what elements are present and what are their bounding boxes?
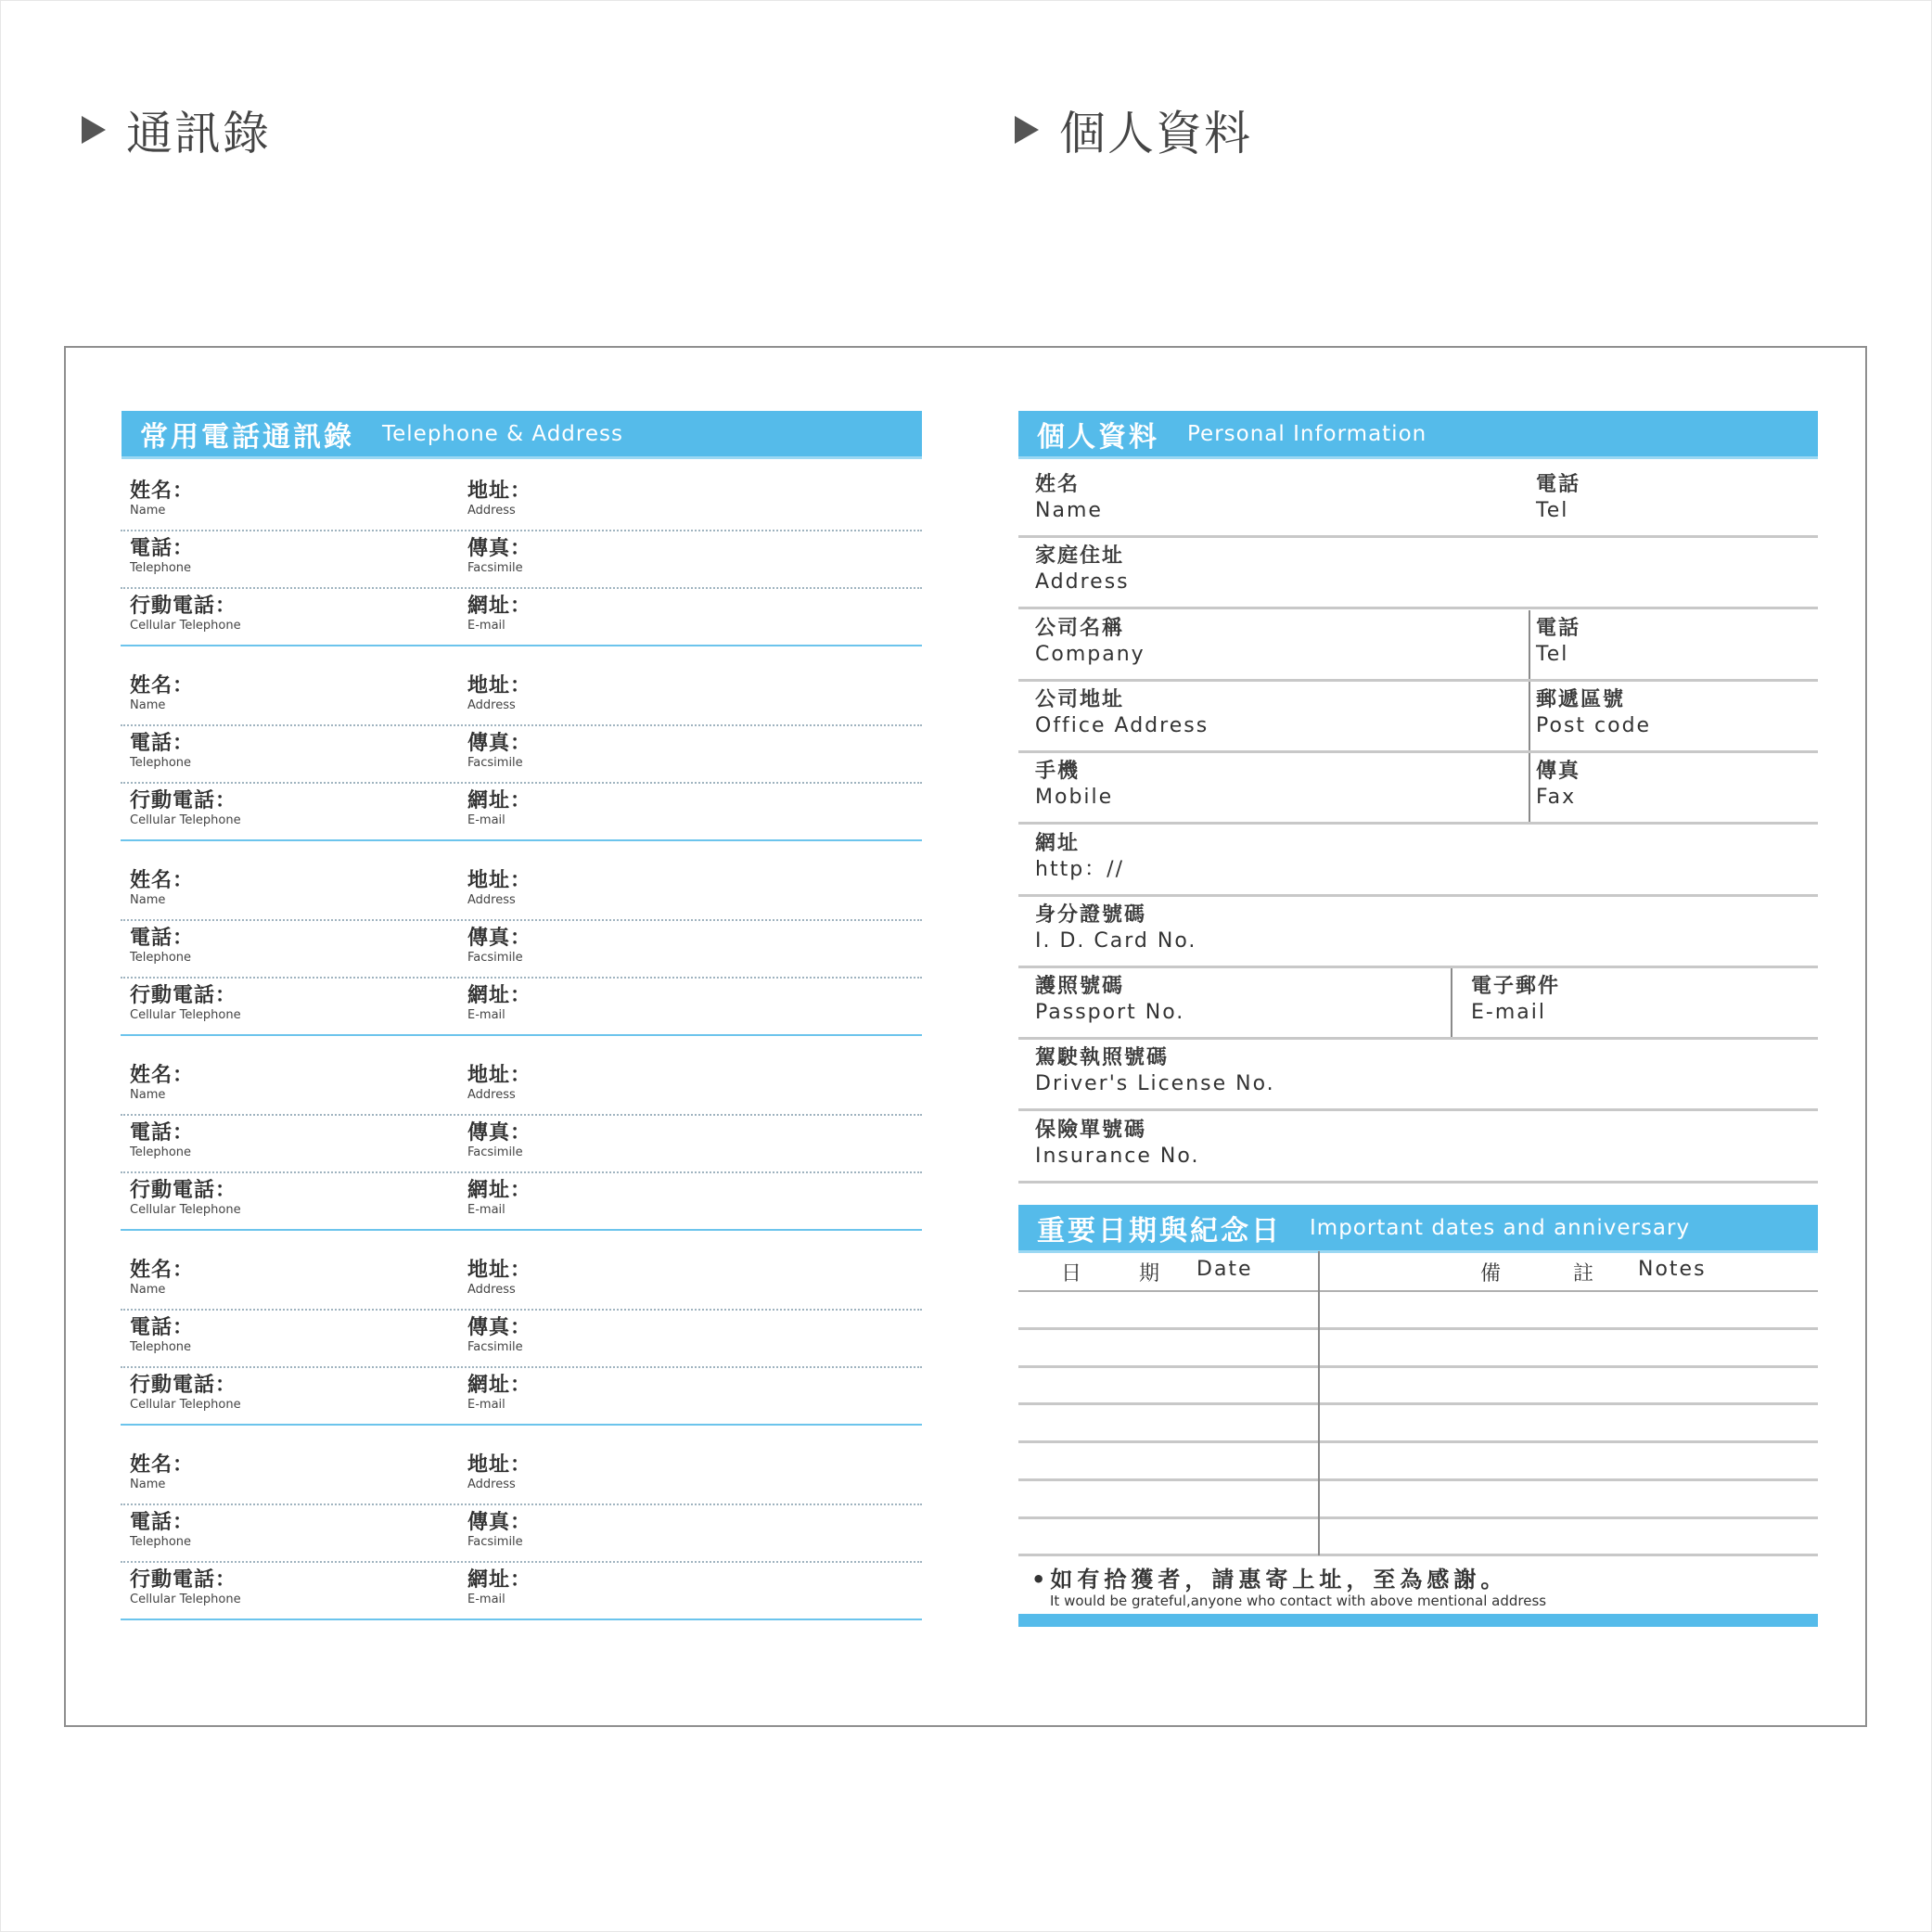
post-code-label-en: Post code (1536, 714, 1652, 737)
notes-col-zh-1: 備 (1480, 1262, 1503, 1286)
address-label-en: Address (467, 1088, 516, 1102)
telephone-field[interactable] (130, 1318, 194, 1353)
fax-field[interactable] (467, 539, 531, 574)
address-book-title-en: Telephone & Address (382, 421, 623, 446)
name-field[interactable] (130, 481, 194, 517)
name-label-en: Name (130, 1088, 166, 1102)
fax-label-en: Facsimile (467, 1340, 523, 1354)
info-row-website (1018, 825, 1818, 897)
passport-label-zh: 護照號碼 (1035, 975, 1125, 998)
name-label-en: Name (130, 893, 166, 907)
office-address-label-en: Office Address (1035, 714, 1209, 737)
telephone-label-zh: 電話： (130, 1121, 195, 1145)
name-field[interactable] (130, 1260, 194, 1296)
fax-field[interactable] (467, 1123, 531, 1158)
date-entry-row[interactable] (1018, 1330, 1818, 1368)
address-label-zh: 地址： (467, 674, 532, 697)
address-label-en: Address (467, 1283, 516, 1297)
mobile-label-zh: 行動電話： (130, 1374, 237, 1397)
telephone-field[interactable] (130, 928, 194, 964)
mobile-label-en: Cellular Telephone (130, 1008, 241, 1022)
column-divider (1451, 968, 1452, 1037)
mobile-label-zh: 行動電話： (130, 984, 237, 1007)
address-entry-row (121, 919, 922, 979)
date-col-zh-2: 期 (1139, 1262, 1162, 1286)
telephone-label-en: Telephone (130, 951, 192, 965)
tel-label-zh: 電話 (1536, 473, 1581, 496)
website-label-en: http：// (1035, 858, 1124, 881)
mobile-label-en: Cellular Telephone (130, 813, 241, 827)
address-field[interactable] (467, 1066, 531, 1101)
company-tel-label-en: Tel (1536, 643, 1569, 666)
info-row-name (1018, 467, 1818, 538)
address-book-title-zh: 常用電話通訊錄 (140, 420, 354, 454)
tel-label-en: Tel (1536, 499, 1569, 522)
email-field[interactable] (467, 1570, 531, 1606)
address-entry-row (121, 1366, 922, 1426)
name-label-zh: 姓名： (130, 480, 195, 503)
address-entry (121, 862, 922, 1056)
date-col-zh-1: 日 (1061, 1262, 1084, 1286)
website-field[interactable] (1035, 831, 1124, 883)
email-label-en: E-mail (467, 1593, 505, 1606)
mobile-label-zh: 行動電話： (130, 789, 237, 812)
fax-field[interactable] (467, 1318, 531, 1353)
triangle-right-icon (1015, 116, 1039, 144)
mobile-field[interactable] (130, 1375, 241, 1411)
telephone-label-en: Telephone (130, 1535, 192, 1549)
passport-label-en: Passport No. (1035, 1001, 1185, 1024)
date-entry-row[interactable] (1018, 1443, 1818, 1481)
caption-personal-info (1015, 102, 1252, 158)
post-code-label-zh: 郵遞區號 (1536, 688, 1626, 711)
mobile-field[interactable] (130, 1181, 241, 1216)
column-divider (1529, 753, 1530, 822)
fax-label-zh: 傳真： (467, 1121, 532, 1145)
triangle-right-icon (82, 116, 106, 144)
fax-label-zh: 傳真： (467, 1316, 532, 1339)
office-address-field[interactable] (1035, 687, 1209, 739)
name-label-en: Name (1035, 499, 1103, 522)
address-entry-row (121, 782, 922, 841)
name-label-zh: 姓名： (130, 1064, 195, 1087)
address-entry (121, 667, 922, 862)
address-field[interactable] (467, 676, 531, 711)
company-field[interactable] (1035, 616, 1145, 668)
address-book-header (122, 411, 922, 459)
address-entry-row (121, 587, 922, 646)
company-tel-label-zh: 電話 (1536, 617, 1581, 640)
email-label-zh: 網址： (467, 1568, 532, 1592)
email-field[interactable] (1471, 974, 1560, 1026)
name-label-en: Name (130, 1478, 166, 1491)
fax-label-zh: 傳真： (467, 927, 532, 950)
telephone-field[interactable] (130, 1123, 194, 1158)
email-label-en: E-mail (467, 1203, 505, 1217)
address-label-zh: 地址： (467, 1064, 532, 1087)
footer-accent-bar (1018, 1614, 1818, 1627)
name-label-zh: 姓名 (1035, 473, 1081, 496)
insurance-label-zh: 保險單號碼 (1035, 1119, 1147, 1142)
email-label-zh: 網址： (467, 595, 532, 618)
address-entry-row (121, 1056, 922, 1116)
mobile-label-en: Cellular Telephone (130, 1203, 241, 1217)
email-field[interactable] (467, 1181, 531, 1216)
company-label-en: Company (1035, 643, 1145, 666)
address-entry-row (121, 862, 922, 921)
fax-label-en: Facsimile (467, 951, 523, 965)
notes-col-zh-2: 註 (1573, 1262, 1596, 1286)
home-address-label-zh: 家庭住址 (1035, 544, 1125, 568)
name-label-en: Name (130, 504, 166, 518)
notes-col-en: Notes (1638, 1258, 1707, 1281)
date-entry-row[interactable] (1018, 1367, 1818, 1405)
fax-field[interactable] (467, 928, 531, 964)
telephone-field[interactable] (130, 734, 194, 769)
address-field[interactable] (467, 871, 531, 906)
column-divider (1529, 682, 1530, 750)
info-row-id-card (1018, 897, 1818, 968)
insurance-field[interactable] (1035, 1118, 1199, 1170)
home-address-label-en: Address (1035, 570, 1130, 594)
fax-label-zh: 傳真： (467, 537, 532, 560)
fax-label-zh: 傳真： (467, 1511, 532, 1534)
fax-label-en: Fax (1536, 786, 1577, 809)
fax-field[interactable] (467, 734, 531, 769)
address-entry (121, 472, 922, 667)
mobile-label-en: Cellular Telephone (130, 1593, 241, 1606)
dates-header (1018, 1205, 1818, 1253)
fax-label-zh: 傳真 (1536, 760, 1581, 783)
address-label-en: Address (467, 504, 516, 518)
address-label-en: Address (467, 1478, 516, 1491)
telephone-label-en: Telephone (130, 561, 192, 575)
mobile-label-en: Cellular Telephone (130, 619, 241, 633)
address-label-zh: 地址： (467, 869, 532, 892)
email-field[interactable] (467, 1375, 531, 1411)
date-entry-row[interactable] (1018, 1405, 1818, 1443)
mobile-label-zh: 行動電話： (130, 1179, 237, 1202)
telephone-label-en: Telephone (130, 756, 192, 770)
name-field[interactable] (130, 1066, 194, 1101)
column-divider (1529, 610, 1530, 679)
mobile-label-zh: 行動電話： (130, 595, 237, 618)
telephone-label-zh: 電話： (130, 1511, 195, 1534)
dates-title-en: Important dates and anniversary (1310, 1215, 1691, 1240)
name-field[interactable] (130, 676, 194, 711)
caption-address-book (82, 102, 271, 158)
drivers-license-field[interactable] (1035, 1045, 1275, 1097)
mobile-field[interactable] (130, 1570, 241, 1606)
personal-info-title-en: Personal Information (1187, 421, 1427, 446)
personal-info-title-zh: 個人資料 (1037, 420, 1159, 454)
address-entry-row (121, 1251, 922, 1311)
fax-field[interactable] (1536, 759, 1580, 811)
info-row-insurance (1018, 1112, 1818, 1184)
info-row-passport (1018, 968, 1818, 1040)
email-label-en: E-mail (1471, 1001, 1546, 1024)
info-row-home-address (1018, 538, 1818, 609)
fax-label-en: Facsimile (467, 1535, 523, 1549)
address-entry-row (121, 1503, 922, 1563)
address-entry-row (121, 1446, 922, 1505)
email-field[interactable] (467, 986, 531, 1021)
mobile-field[interactable] (1035, 759, 1113, 811)
date-entry-row[interactable] (1018, 1292, 1818, 1330)
id-card-label-zh: 身分證號碼 (1035, 903, 1147, 927)
telephone-field[interactable] (130, 539, 194, 574)
company-tel-field[interactable] (1536, 616, 1580, 668)
name-label-en: Name (130, 1283, 166, 1297)
home-address-field[interactable] (1035, 544, 1130, 595)
email-label-zh: 電子郵件 (1471, 975, 1561, 998)
address-field[interactable] (467, 1455, 531, 1491)
name-label-zh: 姓名： (130, 869, 195, 892)
name-label-zh: 姓名： (130, 1453, 195, 1477)
mobile-label-en: Mobile (1035, 786, 1114, 809)
mobile-field[interactable] (130, 986, 241, 1021)
info-row-mobile (1018, 753, 1818, 825)
mobile-field[interactable] (130, 791, 241, 826)
fax-label-en: Facsimile (467, 756, 523, 770)
id-card-field[interactable] (1035, 902, 1196, 954)
address-entry-row (121, 724, 922, 784)
tel-field[interactable] (1536, 472, 1580, 524)
date-entry-row[interactable] (1018, 1481, 1818, 1519)
website-label-zh: 網址 (1035, 832, 1081, 855)
dates-column-headers (1018, 1250, 1818, 1292)
name-field[interactable] (130, 871, 194, 906)
info-row-company (1018, 610, 1818, 682)
caption-personal-info-label: 個人資料 (1059, 107, 1252, 160)
footer-note-zh: •如有拾獲者，請惠寄上址，至為感謝。 (1031, 1567, 1508, 1593)
company-label-zh: 公司名稱 (1035, 617, 1125, 640)
telephone-label-zh: 電話： (130, 1316, 195, 1339)
date-col-en: Date (1196, 1258, 1253, 1281)
mobile-label-zh: 手機 (1035, 760, 1081, 783)
address-label-en: Address (467, 893, 516, 907)
address-entry (121, 1446, 922, 1641)
address-label-en: Address (467, 698, 516, 712)
email-label-zh: 網址： (467, 1374, 532, 1397)
email-label-zh: 網址： (467, 789, 532, 812)
dates-column-divider (1318, 1251, 1320, 1555)
date-entry-row[interactable] (1018, 1518, 1818, 1556)
footer-note-en: It would be grateful,anyone who contact with above mentional address (1050, 1593, 1547, 1609)
telephone-label-en: Telephone (130, 1145, 192, 1159)
fax-label-en: Facsimile (467, 1145, 523, 1159)
address-entry-row (121, 1309, 922, 1368)
office-address-label-zh: 公司地址 (1035, 688, 1125, 711)
email-label-en: E-mail (467, 1398, 505, 1412)
name-field[interactable] (1035, 472, 1103, 524)
address-entry-row (121, 1171, 922, 1231)
passport-field[interactable] (1035, 974, 1184, 1026)
address-entry-row (121, 977, 922, 1036)
name-label-zh: 姓名： (130, 1259, 195, 1282)
email-label-en: E-mail (467, 813, 505, 827)
name-field[interactable] (130, 1455, 194, 1491)
mobile-label-zh: 行動電話： (130, 1568, 237, 1592)
email-field[interactable] (467, 791, 531, 826)
address-field[interactable] (467, 1260, 531, 1296)
address-label-zh: 地址： (467, 1259, 532, 1282)
email-label-zh: 網址： (467, 1179, 532, 1202)
address-entry-row (121, 472, 922, 531)
telephone-label-zh: 電話： (130, 732, 195, 755)
info-row-office-address (1018, 682, 1818, 753)
address-entry (121, 1251, 922, 1446)
telephone-field[interactable] (130, 1513, 194, 1548)
telephone-label-zh: 電話： (130, 927, 195, 950)
post-code-field[interactable] (1536, 687, 1651, 739)
email-label-en: E-mail (467, 619, 505, 633)
drivers-license-label-zh: 駕駛執照號碼 (1035, 1046, 1170, 1069)
address-entry-row (121, 530, 922, 589)
address-entry-row (121, 1561, 922, 1620)
drivers-license-label-en: Driver's License No. (1035, 1072, 1275, 1095)
name-label-en: Name (130, 698, 166, 712)
address-entry-row (121, 1114, 922, 1173)
fax-field[interactable] (467, 1513, 531, 1548)
address-label-zh: 地址： (467, 1453, 532, 1477)
telephone-label-zh: 電話： (130, 537, 195, 560)
name-label-zh: 姓名： (130, 674, 195, 697)
address-label-zh: 地址： (467, 480, 532, 503)
dates-title-zh: 重要日期與紀念日 (1037, 1214, 1282, 1247)
address-entry-row (121, 667, 922, 726)
personal-info-header (1018, 411, 1818, 459)
mobile-label-en: Cellular Telephone (130, 1398, 241, 1412)
id-card-label-en: I. D. Card No. (1035, 929, 1197, 953)
address-field[interactable] (467, 481, 531, 517)
mobile-field[interactable] (130, 596, 241, 632)
insurance-label-en: Insurance No. (1035, 1145, 1200, 1168)
fax-label-zh: 傳真： (467, 732, 532, 755)
email-field[interactable] (467, 596, 531, 632)
email-label-en: E-mail (467, 1008, 505, 1022)
info-row-drivers-license (1018, 1040, 1818, 1111)
address-entry (121, 1056, 922, 1251)
fax-label-en: Facsimile (467, 561, 523, 575)
email-label-zh: 網址： (467, 984, 532, 1007)
telephone-label-en: Telephone (130, 1340, 192, 1354)
caption-address-book-label: 通訊錄 (126, 107, 271, 160)
